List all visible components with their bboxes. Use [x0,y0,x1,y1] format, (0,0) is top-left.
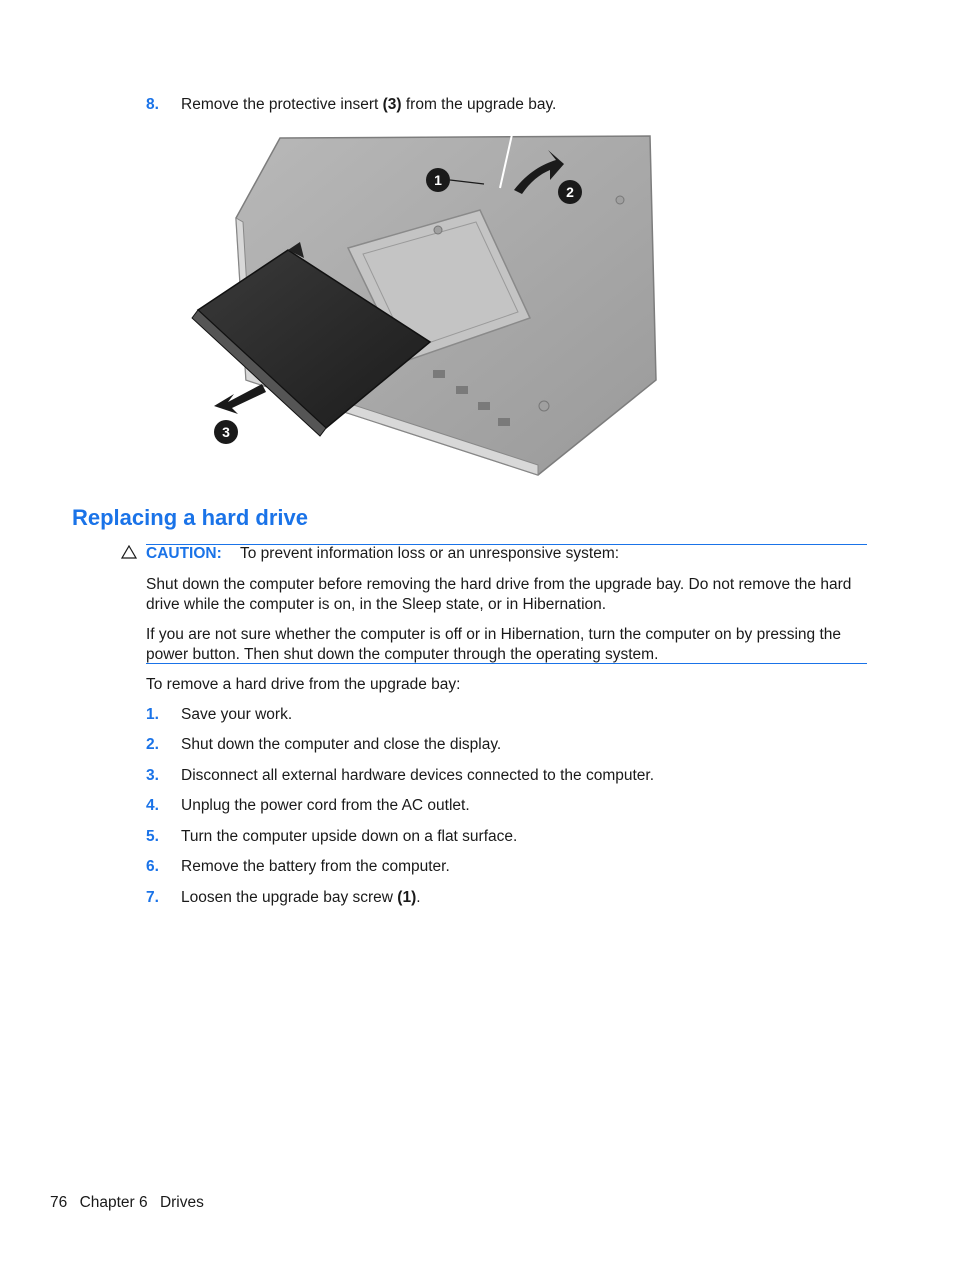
step-text: Unplug the power cord from the AC outlet. [181,797,470,814]
caution-triangle-icon [121,545,137,559]
step-text: Save your work. [181,706,293,723]
callout-1 [426,168,450,192]
step-number: 3. [146,767,159,784]
step-text-part: . [416,889,421,906]
step-text: Shut down the computer and close the display. [181,736,502,753]
caution-paragraph-2: If you are not sure whether the computer is off or in Hibernation, turn the computer on by pressing the power button. Then shut down the computer through the operating system. [146,626,842,663]
step-number: 5. [146,828,159,845]
step-number: 2. [146,736,159,753]
arrow-3-icon [214,384,266,414]
step-number: 1. [146,706,159,723]
callout-2 [558,180,582,204]
caution-paragraph-1: Shut down the computer before removing the hard drive from the upgrade bay. Do not remove the hard drive while the computer is on, in the Sleep state, or in Hibernation. [146,576,852,613]
step-text-part: Loosen the upgrade bay screw [181,889,398,906]
caution-bottom-rule [146,663,867,664]
callout-3 [214,420,238,444]
footer-chapter: Chapter 6 [79,1194,148,1211]
page-footer [50,1193,212,1213]
caution-label: CAUTION: [146,545,222,562]
step-text-part: Remove the protective insert [181,96,383,113]
procedure-intro: To remove a hard drive from the upgrade bay: [146,676,461,693]
step-number: 7. [146,889,159,906]
step-text: Turn the computer upside down on a flat surface. [181,828,518,845]
upgrade-bay-illustration [188,130,660,480]
step-number: 8. [146,96,159,113]
step-text: Remove the battery from the computer. [181,858,450,875]
step-number: 4. [146,797,159,814]
step-number: 6. [146,858,159,875]
step-text [181,95,556,115]
step-callout-ref: (1) [397,889,417,906]
section-heading: Replacing a hard drive [72,505,308,530]
step-text [181,888,421,908]
footer-title: Drives [159,1194,204,1211]
page-number: 76 [50,1194,68,1211]
callout-number: 3 [222,424,230,440]
step-text: Disconnect all external hardware devices connected to the computer. [181,767,655,784]
callout-number: 1 [434,172,442,188]
step-text-part: from the upgrade bay. [401,96,557,113]
step-callout-ref: (3) [382,96,402,113]
caution-text: To prevent information loss or an unresponsive system: [240,545,620,562]
callout-number: 2 [566,184,574,200]
